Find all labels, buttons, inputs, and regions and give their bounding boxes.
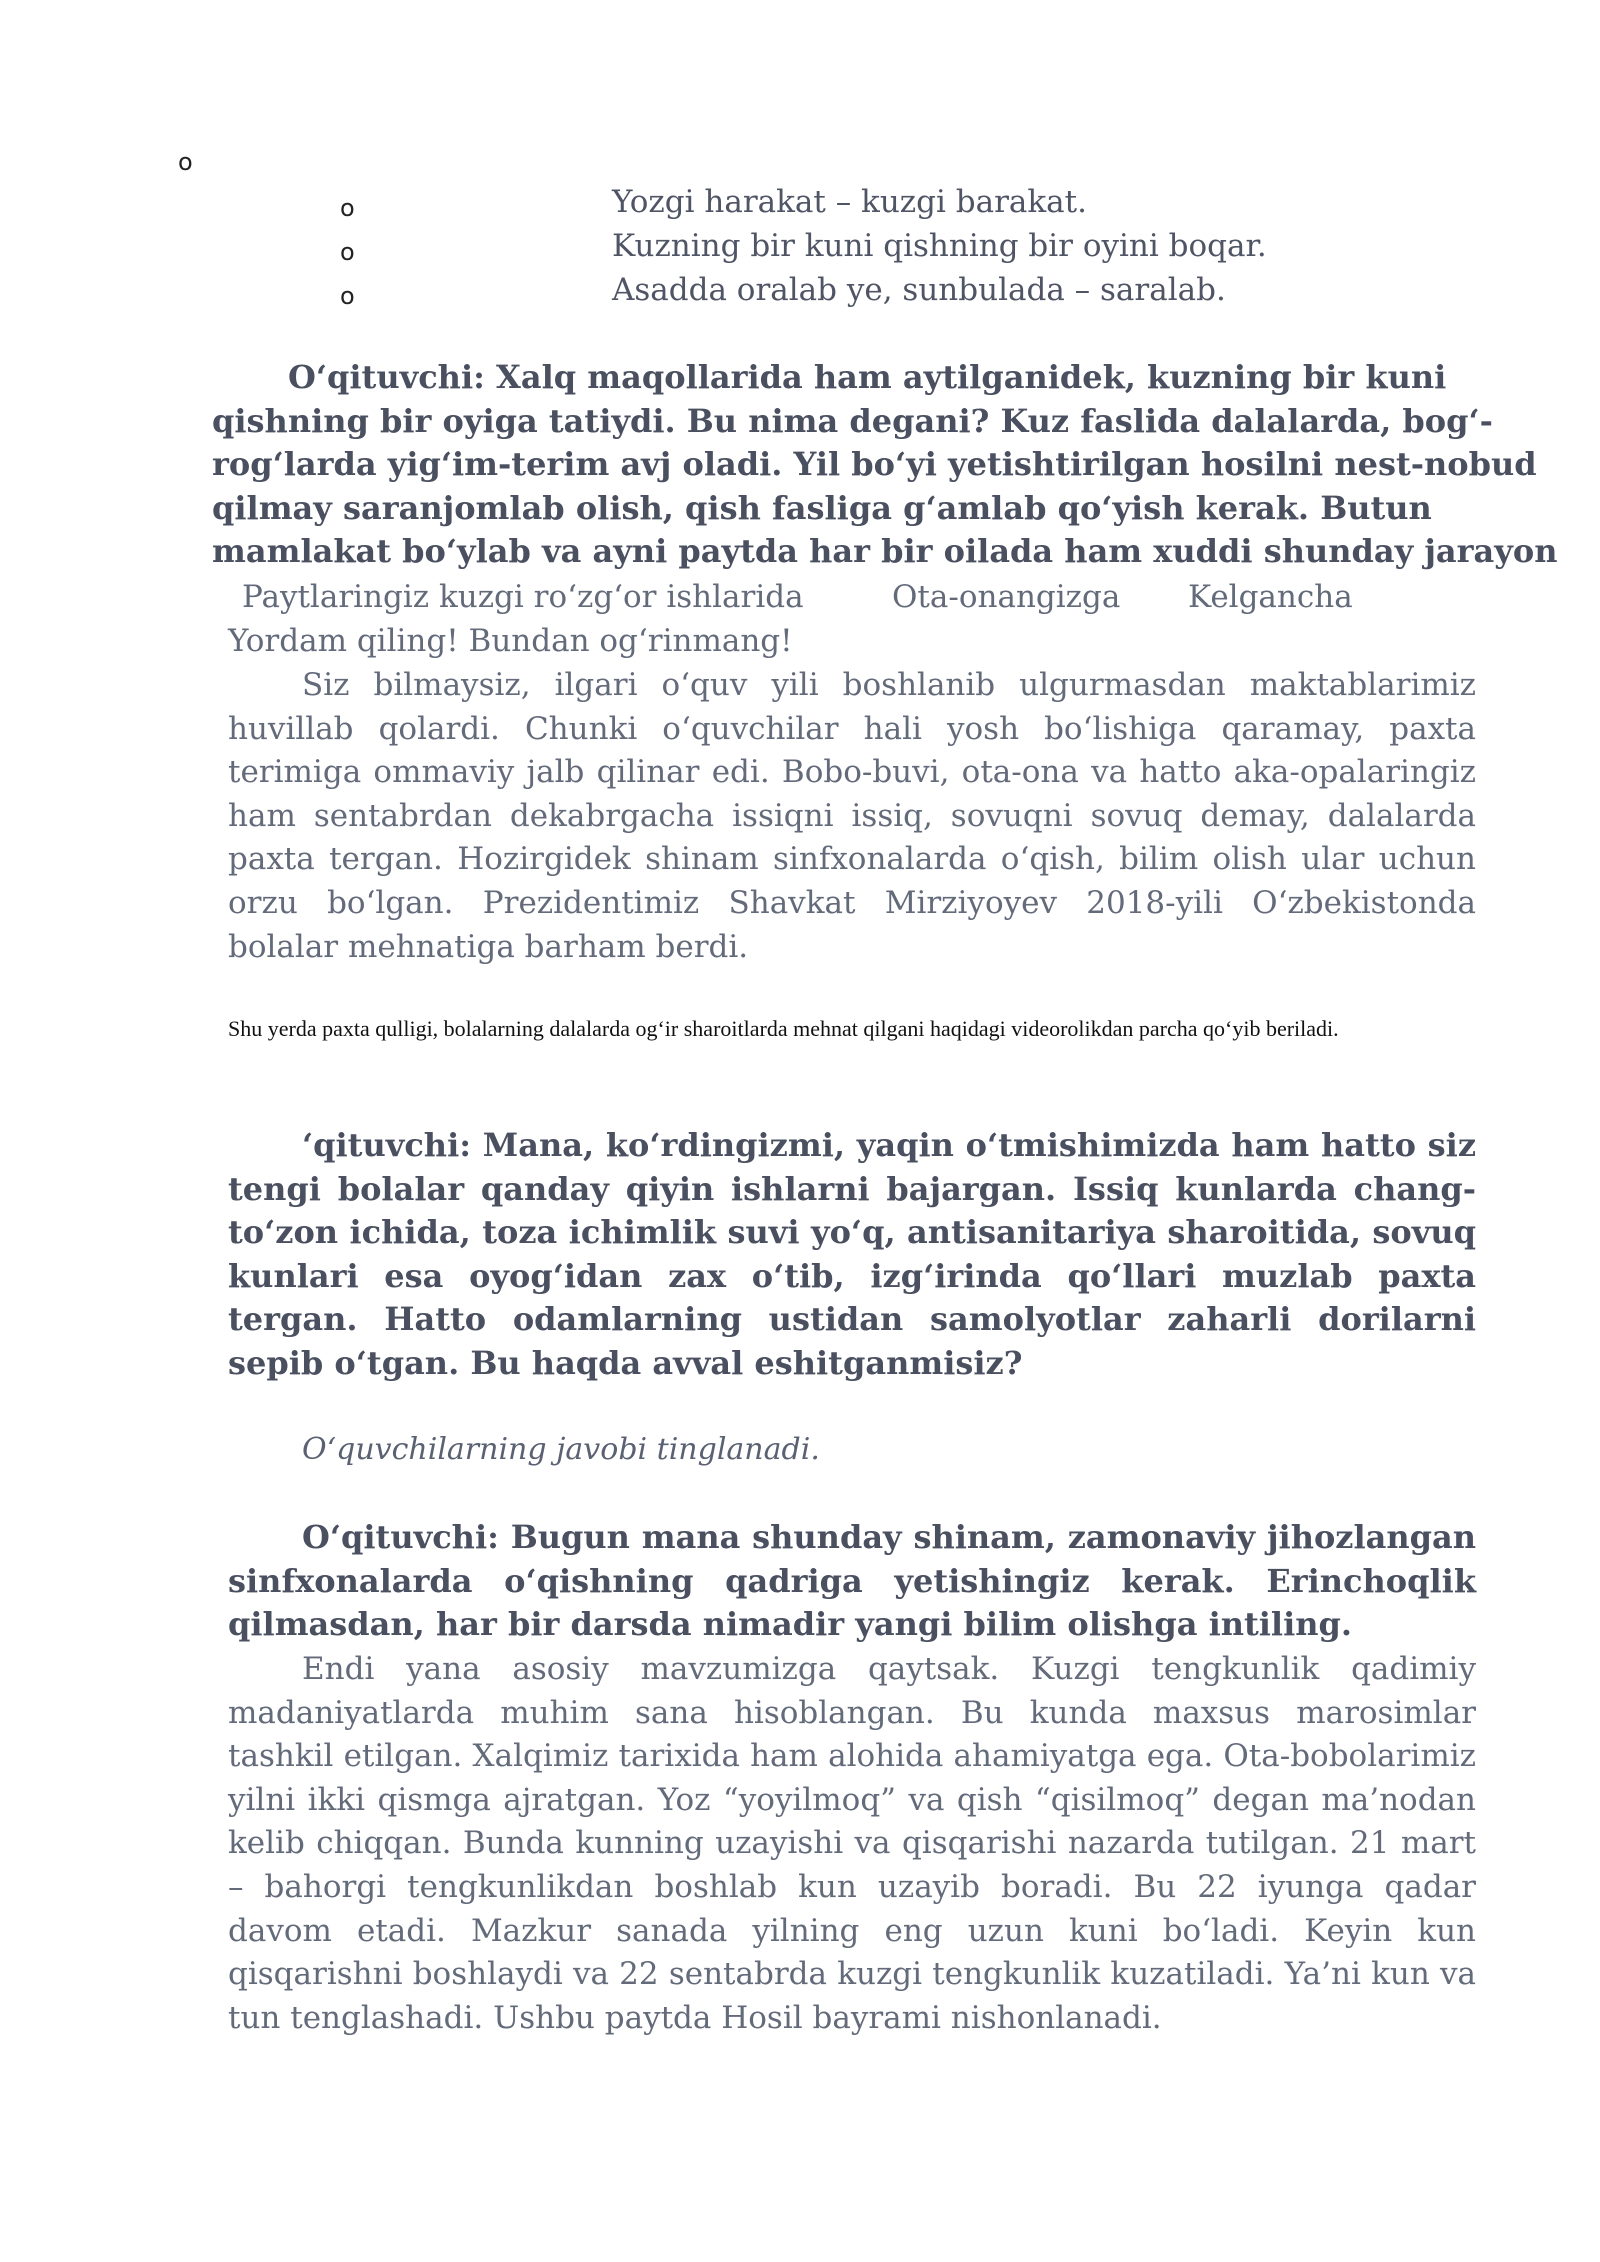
list-marker: o: [340, 238, 355, 266]
proverb-item: Yozgi harakat – kuzgi barakat.: [612, 184, 1087, 220]
text-line: rog‘larda yig‘im-terim avj oladi. Yil bo‘yi yetishtirilgan hosilni nest-nobud: [212, 445, 1537, 484]
instruction-note: Shu yerda paxta qulligi, bolalarning dalalarda og‘ir sharoitlarda mehnat qilgani haqidagi videorolikdan parcha qo‘yib beriladi.: [228, 1016, 1339, 1041]
stage-direction: O‘quvchilarning javobi tinglanadi.: [302, 1432, 820, 1467]
list-marker: o: [340, 282, 355, 310]
poem-line: Yordam qiling! Bundan og‘rinmang!: [228, 623, 793, 659]
list-marker: o: [340, 194, 355, 222]
teacher-remark-3: O‘qituvchi: Bugun mana shunday shinam, zamonaviy jihozlangan sinfxonalarda o‘qishning qadriga yetishingiz kerak. Erinchoqlik qilmasdan, har bir darsda nimadir yangi bilim olishga intiling.: [228, 1518, 1476, 1644]
proverb-item: Kuzning bir kuni qishning bir oyini boqar.: [612, 228, 1267, 264]
list-marker: o: [178, 148, 193, 176]
poem-line: Kelgancha: [1188, 579, 1353, 615]
text-line: qishning bir oyiga tatiydi. Bu nima degani? Kuz faslida dalalarda, bog‘-: [212, 401, 1493, 440]
text-line: mamlakat bo‘ylab va ayni paytda har bir oilada ham xuddi shunday jarayon: [212, 532, 1558, 571]
text-line: O‘qituvchi: Xalq maqollarida ham aytilganidek, kuzning bir kuni: [288, 358, 1447, 396]
teacher-remark-1: [212, 356, 1558, 574]
proverb-item: Asadda oralab ye, sunbulada – saralab.: [612, 272, 1226, 308]
poem-line: Paytlaringiz kuzgi ro‘zg‘or ishlarida: [242, 579, 804, 615]
paragraph: Endi yana asosiy mavzumizga qaytsak. Kuzgi tengkunlik qadimiy madaniyatlarda muhim sana hisoblangan. Bu kunda maxsus marosimlar tashkil etilgan. Xalqimiz tarixida ham alohida ahamiyatga ega. Ota-bobolarimiz yilni ikki qismga ajratgan. Yoz “yoyilmoq” va qish “qisilmoq” degan ma’nodan kelib chiqqan. Bunda kunning uzayishi va qisqarishi nazarda tutilgan. 21 mart – bahorgi tengkunlikdan boshlab kun uzayib boradi. Bu 22 iyunga qadar davom etadi. Mazkur sanada yilning eng uzun kuni bo‘ladi. Keyin kun qisqarishni boshlaydi va 22 sentabrda kuzgi tengkunlik kuzatiladi. Ya’ni kun va tun tenglashadi. Ushbu paytda Hosil bayrami nishonlanadi.: [228, 1651, 1476, 2036]
poem-line: Ota-onangizga: [892, 579, 1121, 615]
paragraph: Siz bilmaysiz, ilgari o‘quv yili boshlanib ulgurmasdan maktablarimiz huvillab qolardi. Chunki o‘quvchilar hali yosh bo‘lishiga qaramay, paxta terimiga ommaviy jalb qilinar edi. Bobo-buvi, ota-ona va hatto aka-opalaringiz ham sentabrdan dekabrgacha issiqni issiq, sovuqni sovuq demay, dalalarda paxta tergan. Hozirgidek shinam sinfxonalarda o‘qish, bilim olish ular uchun orzu bo‘lgan. Prezidentimiz Shavkat Mirziyoyev 2018-yili O‘zbekistonda bolalar mehnatiga barham berdi.: [228, 667, 1476, 965]
teacher-remark-2: ‘qituvchi: Mana, ko‘rdingizmi, yaqin o‘tmishimizda ham hatto siz tengi bolalar qanday qiyin ishlarni bajargan. Issiq kunlarda chang-to‘zon ichida, toza ichimlik suvi yo‘q, antisanitariya sharoitida, sovuq kunlari esa oyog‘idan zax o‘tib, izg‘irinda qo‘llari muzlab paxta tergan. Hatto odamlarning ustidan samolyotlar zaharli dorilarni sepib o‘tgan. Bu haqda avval eshitganmisiz?: [228, 1126, 1476, 1382]
text-line: qilmay saranjomlab olish, qish fasliga g‘amlab qo‘yish kerak. Butun: [212, 488, 1432, 527]
